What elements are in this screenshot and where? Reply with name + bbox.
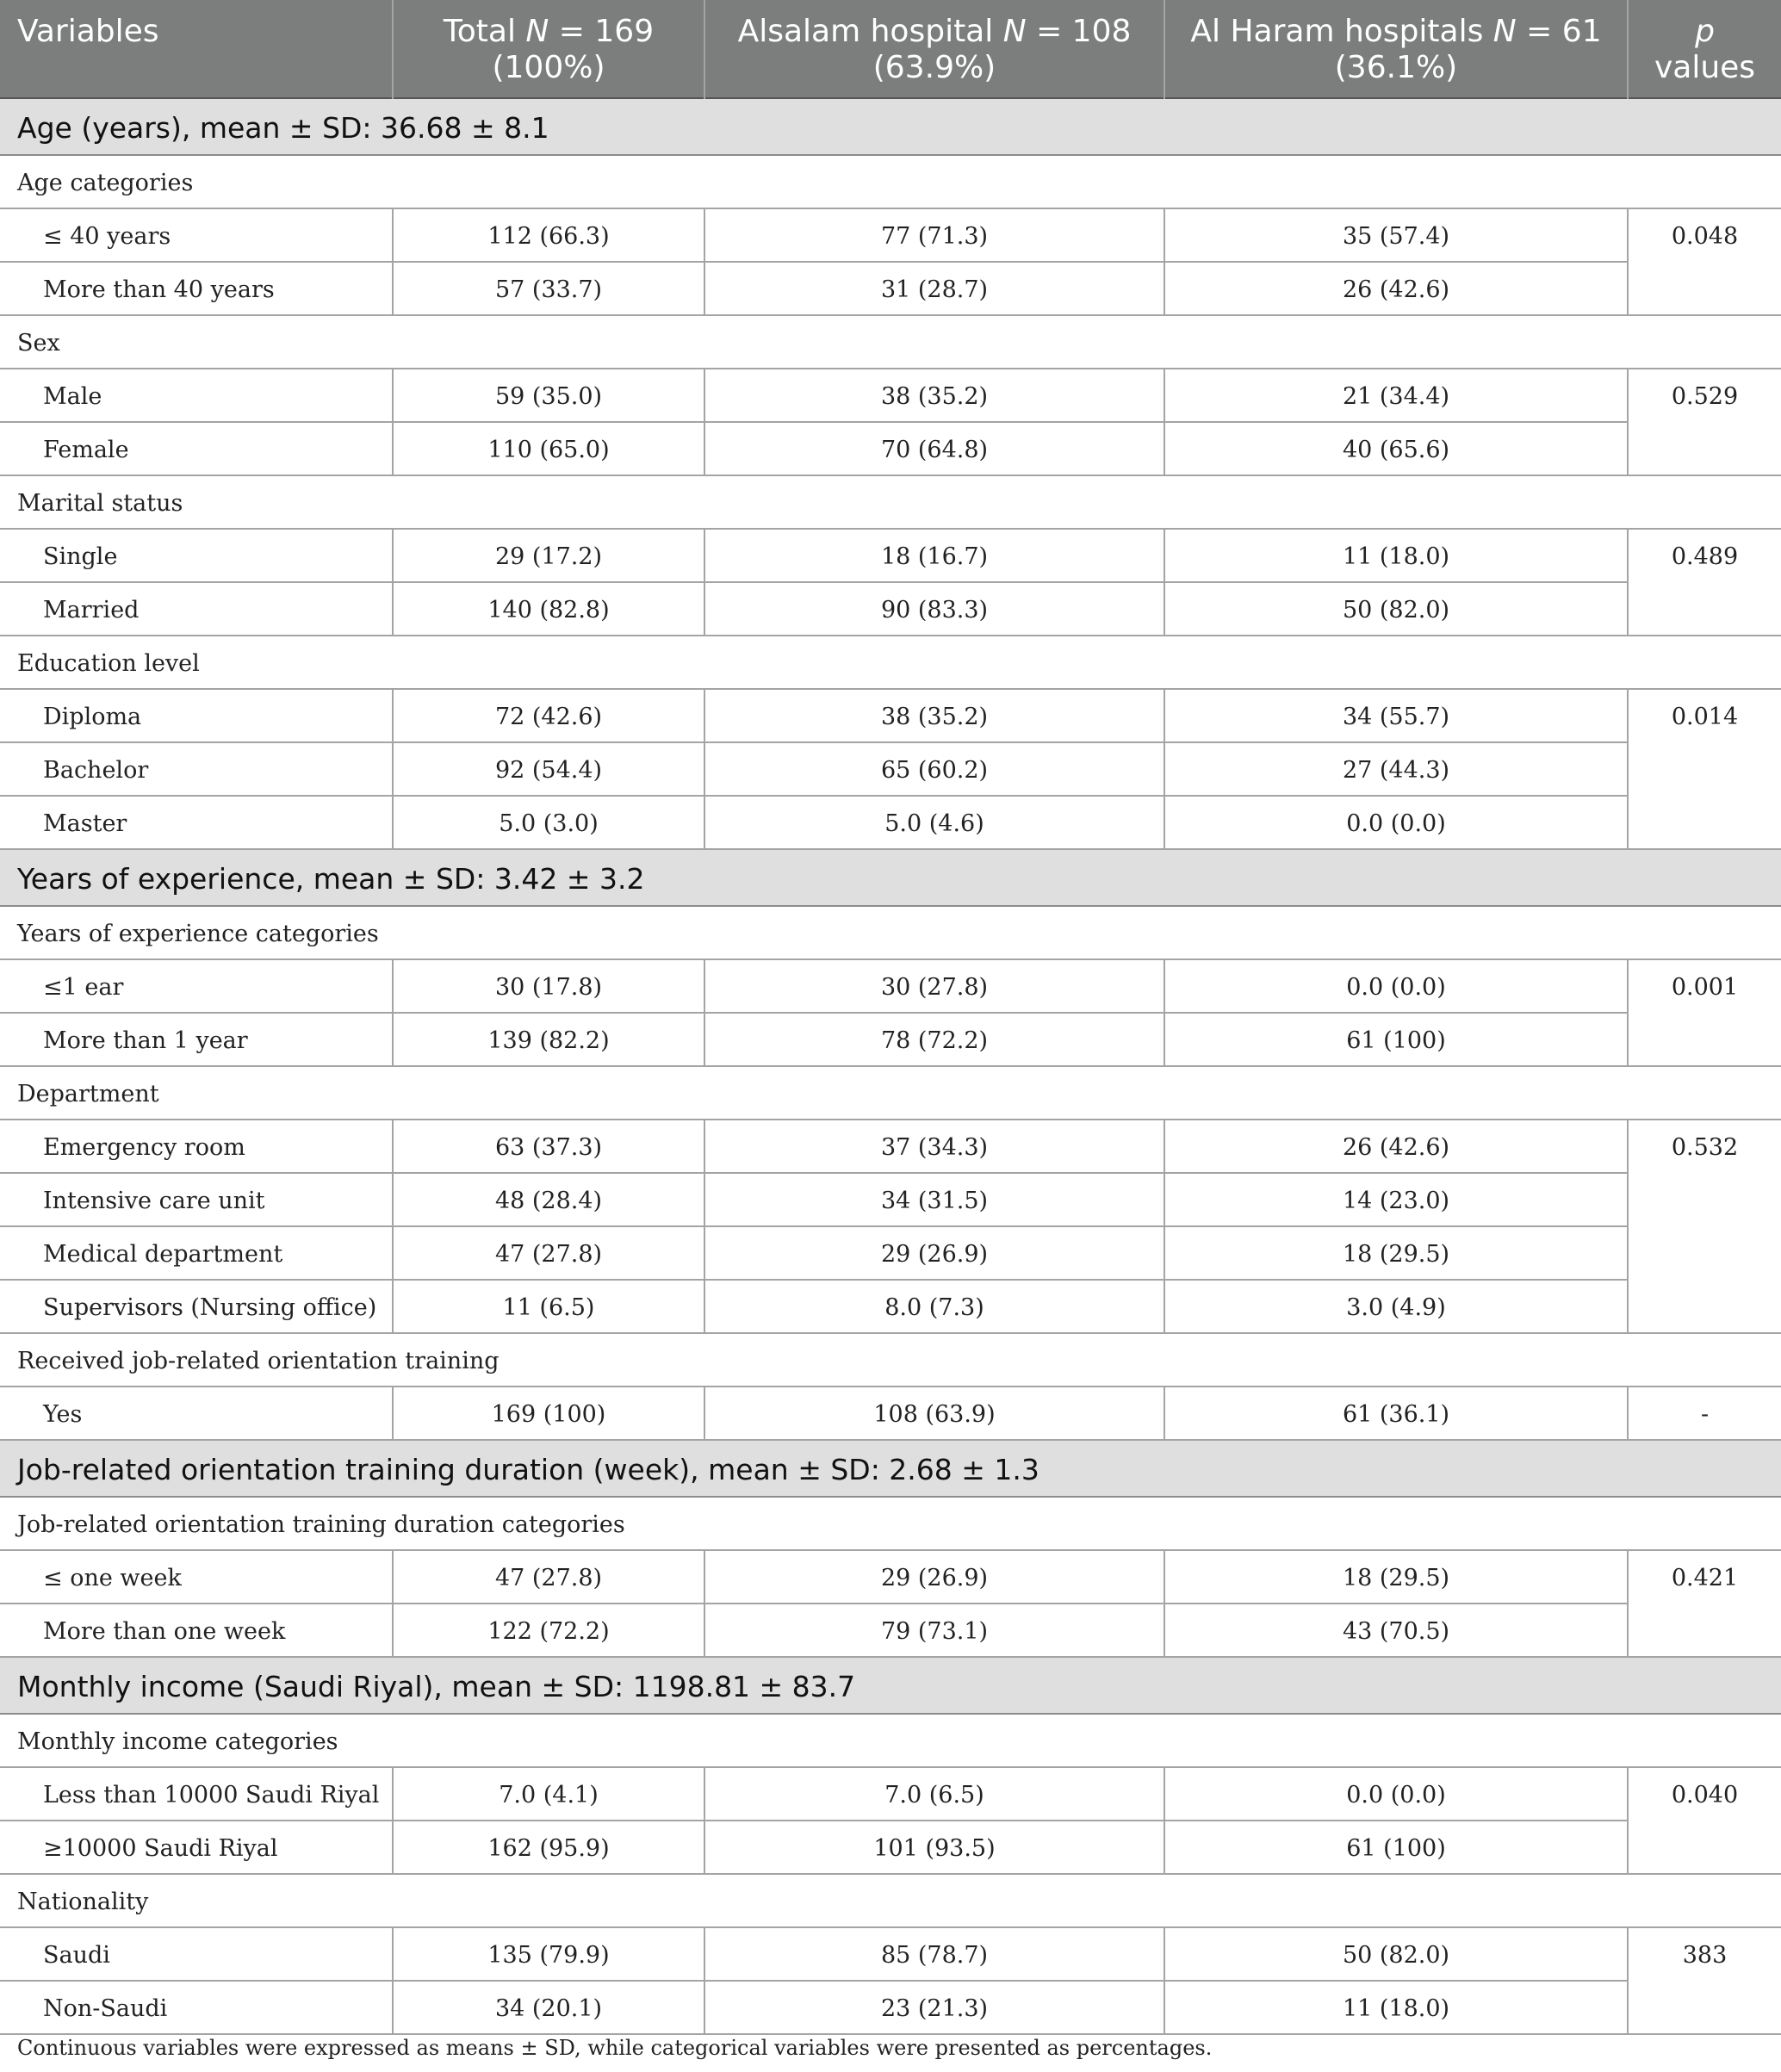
cell-alharam: 14 (23.0) [1164, 1173, 1628, 1226]
cell-alsalam: 29 (26.9) [704, 1550, 1164, 1604]
cell-alsalam: 23 (21.3) [704, 1981, 1164, 2034]
table-row [0, 1013, 1781, 1066]
subheading-income-categories: Monthly income categories [0, 1714, 1781, 1767]
cell-alsalam: 8.0 (7.3) [704, 1280, 1164, 1333]
cell-alharam: 18 (29.5) [1164, 1550, 1628, 1604]
table-row [0, 369, 1781, 422]
cell-total: 110 (65.0) [393, 422, 704, 475]
section-training-duration: Job-related orientation training duration (week), mean ± SD: 2.68 ± 1.3 [0, 1440, 1781, 1497]
cell-alharam: 18 (29.5) [1164, 1226, 1628, 1280]
cell-alsalam: 65 (60.2) [704, 742, 1164, 796]
cell-alsalam: 29 (26.9) [704, 1226, 1164, 1280]
subheading-row [0, 475, 1781, 529]
cell-total: 29 (17.2) [393, 529, 704, 582]
cell-alharam: 26 (42.6) [1164, 262, 1628, 315]
row-label: Medical department [0, 1226, 393, 1280]
row-label: ≥10000 Saudi Riyal [0, 1821, 393, 1874]
row-label: Bachelor [0, 742, 393, 796]
header-alharam: Al Haram hospitals N = 61 (36.1%) [1164, 0, 1628, 98]
subheading-department: Department [0, 1066, 1781, 1120]
cell-total: 162 (95.9) [393, 1821, 704, 1874]
row-label: Emergency room [0, 1120, 393, 1173]
row-label: ≤ one week [0, 1550, 393, 1604]
table-row [0, 1767, 1781, 1821]
header-variables: Variables [0, 0, 393, 98]
table-row [0, 796, 1781, 849]
cell-alharam: 11 (18.0) [1164, 1981, 1628, 2034]
cell-total: 11 (6.5) [393, 1280, 704, 1333]
subheading-age-categories: Age categories [0, 155, 1781, 208]
table-row [0, 1280, 1781, 1333]
header-total: Total N = 169 (100%) [393, 0, 704, 98]
row-label: Saudi [0, 1927, 393, 1981]
cell-p-value: 0.014 [1628, 689, 1781, 849]
subheading-experience-categories: Years of experience categories [0, 906, 1781, 959]
cell-alharam: 50 (82.0) [1164, 582, 1628, 636]
cell-total: 57 (33.7) [393, 262, 704, 315]
section-income: Monthly income (Saudi Riyal), mean ± SD: 1198.81 ± 83.7 [0, 1657, 1781, 1714]
cell-alharam: 0.0 (0.0) [1164, 796, 1628, 849]
cell-alharam: 11 (18.0) [1164, 529, 1628, 582]
table-row [0, 1821, 1781, 1874]
cell-alsalam: 34 (31.5) [704, 1173, 1164, 1226]
cell-total: 47 (27.8) [393, 1226, 704, 1280]
cell-alharam: 40 (65.6) [1164, 422, 1628, 475]
table-row [0, 262, 1781, 315]
subheading-row [0, 1333, 1781, 1387]
subheading-row [0, 155, 1781, 208]
cell-alharam: 61 (100) [1164, 1013, 1628, 1066]
subheading-sex: Sex [0, 315, 1781, 369]
table-row [0, 1387, 1781, 1440]
row-label: Diploma [0, 689, 393, 742]
cell-alharam: 34 (55.7) [1164, 689, 1628, 742]
cell-alsalam: 38 (35.2) [704, 689, 1164, 742]
header-row [0, 0, 1781, 98]
cell-alharam: 0.0 (0.0) [1164, 959, 1628, 1013]
row-label: More than 40 years [0, 262, 393, 315]
cell-alsalam: 101 (93.5) [704, 1821, 1164, 1874]
subheading-row [0, 1874, 1781, 1927]
table-row [0, 1120, 1781, 1173]
cell-alharam: 3.0 (4.9) [1164, 1280, 1628, 1333]
row-label: Master [0, 796, 393, 849]
section-row [0, 849, 1781, 906]
subheading-marital-status: Marital status [0, 475, 1781, 529]
row-label: Male [0, 369, 393, 422]
table-row [0, 1226, 1781, 1280]
subheading-education-level: Education level [0, 636, 1781, 689]
cell-alsalam: 85 (78.7) [704, 1927, 1164, 1981]
cell-alharam: 43 (70.5) [1164, 1604, 1628, 1657]
cell-alsalam: 31 (28.7) [704, 262, 1164, 315]
cell-alharam: 61 (36.1) [1164, 1387, 1628, 1440]
cell-alsalam: 70 (64.8) [704, 422, 1164, 475]
row-label: More than one week [0, 1604, 393, 1657]
table-row [0, 1927, 1781, 1981]
cell-total: 72 (42.6) [393, 689, 704, 742]
table-footnote: Continuous variables were expressed as means ± SD, while categorical variables were presented as percentages. [17, 2036, 1213, 2060]
cell-alharam: 61 (100) [1164, 1821, 1628, 1874]
row-label: Female [0, 422, 393, 475]
table-row [0, 742, 1781, 796]
row-label: Single [0, 529, 393, 582]
cell-total: 5.0 (3.0) [393, 796, 704, 849]
cell-alsalam: 18 (16.7) [704, 529, 1164, 582]
cell-alharam: 35 (57.4) [1164, 208, 1628, 262]
row-label: Intensive care unit [0, 1173, 393, 1226]
cell-alsalam: 78 (72.2) [704, 1013, 1164, 1066]
cell-p-value: 0.040 [1628, 1767, 1781, 1874]
cell-total: 34 (20.1) [393, 1981, 704, 2034]
table-row [0, 208, 1781, 262]
table-row [0, 1173, 1781, 1226]
cell-alsalam: 38 (35.2) [704, 369, 1164, 422]
subheading-row [0, 1066, 1781, 1120]
cell-alharam: 21 (34.4) [1164, 369, 1628, 422]
row-label: More than 1 year [0, 1013, 393, 1066]
cell-total: 59 (35.0) [393, 369, 704, 422]
cell-alsalam: 37 (34.3) [704, 1120, 1164, 1173]
section-age: Age (years), mean ± SD: 36.68 ± 8.1 [0, 98, 1781, 155]
cell-p-value: 383 [1628, 1927, 1781, 2034]
cell-p-value: 0.001 [1628, 959, 1781, 1066]
cell-alharam: 26 (42.6) [1164, 1120, 1628, 1173]
cell-alsalam: 5.0 (4.6) [704, 796, 1164, 849]
cell-alharam: 0.0 (0.0) [1164, 1767, 1628, 1821]
cell-total: 92 (54.4) [393, 742, 704, 796]
cell-alsalam: 7.0 (6.5) [704, 1767, 1164, 1821]
cell-alsalam: 79 (73.1) [704, 1604, 1164, 1657]
section-experience: Years of experience, mean ± SD: 3.42 ± 3.2 [0, 849, 1781, 906]
table-row [0, 959, 1781, 1013]
table-row [0, 582, 1781, 636]
subheading-nationality: Nationality [0, 1874, 1781, 1927]
cell-total: 47 (27.8) [393, 1550, 704, 1604]
cell-alharam: 27 (44.3) [1164, 742, 1628, 796]
cell-total: 122 (72.2) [393, 1604, 704, 1657]
cell-total: 140 (82.8) [393, 582, 704, 636]
cell-alsalam: 108 (63.9) [704, 1387, 1164, 1440]
cell-p-value: 0.421 [1628, 1550, 1781, 1657]
row-label: ≤ 40 years [0, 208, 393, 262]
section-row [0, 98, 1781, 155]
subheading-received-training: Received job-related orientation training [0, 1333, 1781, 1387]
row-label: ≤1 ear [0, 959, 393, 1013]
subheading-training-categories: Job-related orientation training duration categories [0, 1497, 1781, 1550]
cell-p-value: 0.048 [1628, 208, 1781, 315]
subheading-row [0, 1497, 1781, 1550]
cell-total: 169 (100) [393, 1387, 704, 1440]
cell-p-value: 0.529 [1628, 369, 1781, 475]
table-row [0, 422, 1781, 475]
cell-total: 63 (37.3) [393, 1120, 704, 1173]
row-label: Married [0, 582, 393, 636]
table-row [0, 689, 1781, 742]
row-label: Supervisors (Nursing office) [0, 1280, 393, 1333]
table-row [0, 529, 1781, 582]
cell-total: 7.0 (4.1) [393, 1767, 704, 1821]
cell-p-value: - [1628, 1387, 1781, 1440]
cell-total: 135 (79.9) [393, 1927, 704, 1981]
header-alsalam: Alsalam hospital N = 108 (63.9%) [704, 0, 1164, 98]
cell-total: 48 (28.4) [393, 1173, 704, 1226]
cell-total: 139 (82.2) [393, 1013, 704, 1066]
subheading-row [0, 315, 1781, 369]
subheading-row [0, 906, 1781, 959]
table-row [0, 1981, 1781, 2034]
cell-total: 30 (17.8) [393, 959, 704, 1013]
table-row [0, 1550, 1781, 1604]
cell-p-value: 0.489 [1628, 529, 1781, 636]
cell-alharam: 50 (82.0) [1164, 1927, 1628, 1981]
cell-p-value: 0.532 [1628, 1120, 1781, 1333]
section-row [0, 1440, 1781, 1497]
cell-alsalam: 30 (27.8) [704, 959, 1164, 1013]
table-row [0, 1604, 1781, 1657]
cell-alsalam: 77 (71.3) [704, 208, 1164, 262]
row-label: Non-Saudi [0, 1981, 393, 2034]
subheading-row [0, 636, 1781, 689]
header-p-values: p values [1628, 0, 1781, 98]
cell-total: 112 (66.3) [393, 208, 704, 262]
row-label: Less than 10000 Saudi Riyal [0, 1767, 393, 1821]
section-row [0, 1657, 1781, 1714]
cell-alsalam: 90 (83.3) [704, 582, 1164, 636]
row-label: Yes [0, 1387, 393, 1440]
subheading-row [0, 1714, 1781, 1767]
